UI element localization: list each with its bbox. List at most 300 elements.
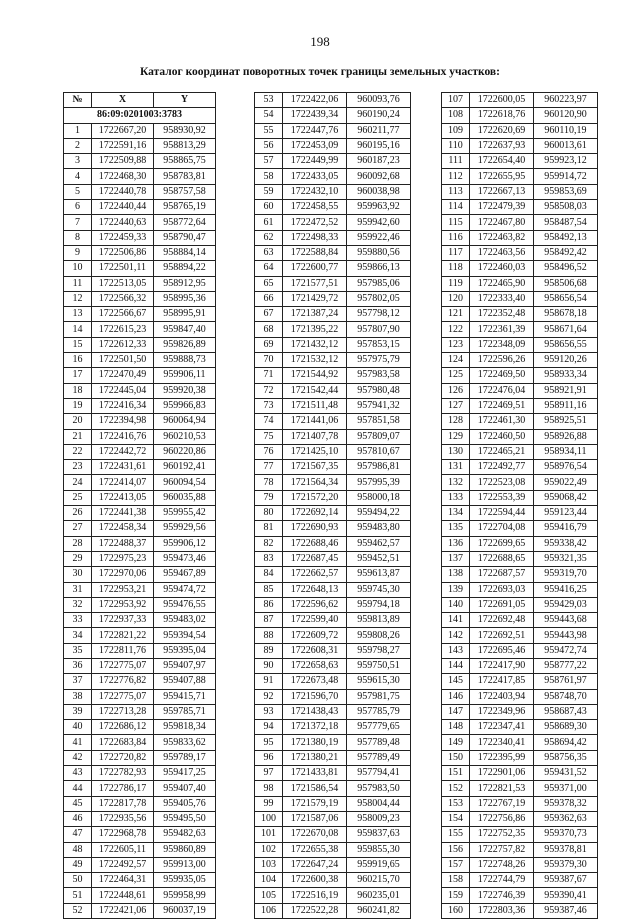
- coord-y: 957809,07: [347, 429, 411, 444]
- point-number: 96: [255, 750, 283, 765]
- point-number: 82: [255, 536, 283, 551]
- coord-x: 1722612,33: [92, 337, 154, 352]
- point-number: 3: [64, 154, 92, 169]
- table-row: [255, 796, 411, 811]
- coord-y: 959942,60: [347, 215, 411, 230]
- table-row: [64, 628, 216, 643]
- table-row: [64, 613, 216, 628]
- point-number: 53: [255, 93, 283, 108]
- table-row: [255, 766, 411, 781]
- point-number: 50: [64, 873, 92, 888]
- table-row: [64, 551, 216, 566]
- point-number: 41: [64, 735, 92, 750]
- point-number: 133: [442, 490, 470, 505]
- coord-y: 959431,52: [534, 766, 598, 781]
- coord-y: 957980,48: [347, 383, 411, 398]
- coord-x: 1722469,51: [470, 398, 534, 413]
- point-number: 63: [255, 245, 283, 260]
- coord-x: 1722488,37: [92, 536, 154, 551]
- table-row: [255, 781, 411, 796]
- point-number: 14: [64, 322, 92, 337]
- header-number: №: [64, 93, 92, 108]
- point-number: 124: [442, 353, 470, 368]
- table-row: [64, 460, 216, 475]
- coord-x: 1722421,06: [92, 903, 154, 918]
- table-row: [255, 658, 411, 673]
- point-number: 147: [442, 704, 470, 719]
- coord-y: 958492,42: [534, 245, 598, 260]
- point-number: 139: [442, 582, 470, 597]
- coord-y: 957807,90: [347, 322, 411, 337]
- coord-x: 1722553,39: [470, 490, 534, 505]
- point-number: 153: [442, 796, 470, 811]
- table-row: [442, 184, 598, 199]
- point-number: 71: [255, 368, 283, 383]
- table-row: [442, 704, 598, 719]
- point-number: 38: [64, 689, 92, 704]
- coord-x: 1722901,06: [470, 766, 534, 781]
- point-number: 127: [442, 398, 470, 413]
- coord-x: 1722748,26: [470, 857, 534, 872]
- coord-y: 959855,30: [347, 842, 411, 857]
- coord-x: 1721586,54: [283, 781, 347, 796]
- coord-x: 1722591,16: [92, 138, 154, 153]
- coord-y: 959417,25: [154, 766, 216, 781]
- coord-x: 1722470,49: [92, 368, 154, 383]
- point-number: 7: [64, 215, 92, 230]
- coord-y: 958884,14: [154, 245, 216, 260]
- table-row: [442, 291, 598, 306]
- table-row: [255, 475, 411, 490]
- table-row: [442, 796, 598, 811]
- point-number: 18: [64, 383, 92, 398]
- point-number: 135: [442, 521, 470, 536]
- table-row: [255, 720, 411, 735]
- coord-x: 1722688,65: [470, 551, 534, 566]
- point-number: 128: [442, 414, 470, 429]
- coord-x: 1722786,17: [92, 781, 154, 796]
- coord-y: 958911,16: [534, 398, 598, 413]
- coord-y: 959789,17: [154, 750, 216, 765]
- coord-y: 960093,76: [347, 93, 411, 108]
- coord-y: 959483,02: [154, 613, 216, 628]
- table-row: [442, 597, 598, 612]
- coord-y: 960092,68: [347, 169, 411, 184]
- point-number: 80: [255, 506, 283, 521]
- table-row: [442, 735, 598, 750]
- point-number: 70: [255, 353, 283, 368]
- table-row: [64, 490, 216, 505]
- coord-y: 958506,68: [534, 276, 598, 291]
- table-row: [442, 276, 598, 291]
- coord-x: 1722605,11: [92, 842, 154, 857]
- point-number: 86: [255, 597, 283, 612]
- coord-x: 1722513,05: [92, 276, 154, 291]
- coord-y: 957941,32: [347, 398, 411, 413]
- coord-x: 1722609,72: [283, 628, 347, 643]
- table-row: [64, 781, 216, 796]
- table-row: [255, 184, 411, 199]
- coord-y: 958930,92: [154, 123, 216, 138]
- point-number: 146: [442, 689, 470, 704]
- coord-x: 1722422,06: [283, 93, 347, 108]
- coord-y: 958508,03: [534, 200, 598, 215]
- coord-x: 1722347,41: [470, 720, 534, 735]
- table-row: [255, 873, 411, 888]
- coord-x: 1722440,63: [92, 215, 154, 230]
- coord-y: 959022,49: [534, 475, 598, 490]
- table-row: [255, 261, 411, 276]
- point-number: 58: [255, 169, 283, 184]
- coord-x: 1722692,51: [470, 628, 534, 643]
- coord-y: 960064,94: [154, 414, 216, 429]
- table-row: [64, 398, 216, 413]
- table-row: [64, 307, 216, 322]
- coord-x: 1722413,05: [92, 490, 154, 505]
- coord-x: 1721567,35: [283, 460, 347, 475]
- coord-x: 1721511,48: [283, 398, 347, 413]
- table-row: [64, 536, 216, 551]
- coord-x: 1722744,79: [470, 873, 534, 888]
- table-row: [255, 827, 411, 842]
- table-row: [255, 888, 411, 903]
- table-row: [442, 215, 598, 230]
- point-number: 104: [255, 873, 283, 888]
- point-number: 16: [64, 353, 92, 368]
- point-number: 11: [64, 276, 92, 291]
- table-row: [255, 123, 411, 138]
- point-number: 8: [64, 230, 92, 245]
- point-number: 57: [255, 154, 283, 169]
- coord-y: 959494,22: [347, 506, 411, 521]
- coord-y: 959866,13: [347, 261, 411, 276]
- coord-x: 1722417,90: [470, 658, 534, 673]
- coord-y: 959813,89: [347, 613, 411, 628]
- table-row: [442, 108, 598, 123]
- table-row: [64, 674, 216, 689]
- coord-y: 959958,99: [154, 888, 216, 903]
- point-number: 94: [255, 720, 283, 735]
- coord-y: 960223,97: [534, 93, 598, 108]
- table-row: [64, 429, 216, 444]
- coord-y: 959837,63: [347, 827, 411, 842]
- point-number: 123: [442, 337, 470, 352]
- table-row: [64, 811, 216, 826]
- coord-y: 959429,03: [534, 597, 598, 612]
- table-row: [255, 414, 411, 429]
- coord-y: 957794,41: [347, 766, 411, 781]
- table-row: [255, 460, 411, 475]
- table-row: [64, 842, 216, 857]
- coord-y: 958756,35: [534, 750, 598, 765]
- point-number: 158: [442, 873, 470, 888]
- point-number: 46: [64, 811, 92, 826]
- coord-y: 957810,67: [347, 444, 411, 459]
- coord-x: 1721579,19: [283, 796, 347, 811]
- coord-x: 1722667,20: [92, 123, 154, 138]
- coord-y: 957983,50: [347, 781, 411, 796]
- coord-y: 959472,74: [534, 643, 598, 658]
- table-row: [255, 108, 411, 123]
- coord-y: 957779,65: [347, 720, 411, 735]
- table-row: [442, 781, 598, 796]
- coord-x: 1722821,53: [470, 781, 534, 796]
- point-number: 140: [442, 597, 470, 612]
- table-row: [64, 704, 216, 719]
- table-row: [255, 307, 411, 322]
- coord-y: 959929,56: [154, 521, 216, 536]
- coord-x: 1722596,26: [470, 353, 534, 368]
- table-row: [64, 215, 216, 230]
- point-number: 108: [442, 108, 470, 123]
- coord-y: 959906,12: [154, 536, 216, 551]
- coord-y: 960241,82: [347, 903, 411, 918]
- coord-y: 959785,71: [154, 704, 216, 719]
- table-row: [255, 689, 411, 704]
- point-number: 116: [442, 230, 470, 245]
- point-number: 89: [255, 643, 283, 658]
- coord-x: 1722776,82: [92, 674, 154, 689]
- table-row: [64, 750, 216, 765]
- coord-y: 958925,51: [534, 414, 598, 429]
- table-row: [255, 138, 411, 153]
- table-row: [255, 429, 411, 444]
- coord-y: 958995,36: [154, 291, 216, 306]
- table-row: [442, 460, 598, 475]
- point-number: 97: [255, 766, 283, 781]
- coord-x: 1721432,12: [283, 337, 347, 352]
- coord-x: 1722658,63: [283, 658, 347, 673]
- coord-x: 1721577,51: [283, 276, 347, 291]
- table-row: [442, 200, 598, 215]
- parcel-row: [64, 108, 216, 123]
- coord-x: 1722608,31: [283, 643, 347, 658]
- point-number: 6: [64, 200, 92, 215]
- point-number: 93: [255, 704, 283, 719]
- table-row: [64, 184, 216, 199]
- coord-x: 1722757,82: [470, 842, 534, 857]
- coord-x: 1721596,70: [283, 689, 347, 704]
- coord-y: 959963,92: [347, 200, 411, 215]
- coord-x: 1722654,40: [470, 154, 534, 169]
- point-number: 151: [442, 766, 470, 781]
- point-number: 95: [255, 735, 283, 750]
- coord-x: 1722618,76: [470, 108, 534, 123]
- point-number: 31: [64, 582, 92, 597]
- point-number: 1: [64, 123, 92, 138]
- coord-y: 960192,41: [154, 460, 216, 475]
- point-number: 28: [64, 536, 92, 551]
- point-number: 85: [255, 582, 283, 597]
- coord-x: 1721532,12: [283, 353, 347, 368]
- coord-y: 959462,57: [347, 536, 411, 551]
- table-row: [255, 628, 411, 643]
- point-number: 160: [442, 903, 470, 918]
- table-row: [64, 888, 216, 903]
- coord-y: 958492,13: [534, 230, 598, 245]
- table-row: [442, 337, 598, 352]
- table-row: [255, 291, 411, 306]
- coord-y: 958765,19: [154, 200, 216, 215]
- coord-x: 1722648,13: [283, 582, 347, 597]
- coord-x: 1722416,76: [92, 429, 154, 444]
- point-number: 102: [255, 842, 283, 857]
- table-row: [64, 475, 216, 490]
- point-number: 32: [64, 597, 92, 612]
- point-number: 10: [64, 261, 92, 276]
- table-row: [255, 169, 411, 184]
- point-number: 130: [442, 444, 470, 459]
- coord-x: 1722713,28: [92, 704, 154, 719]
- coord-x: 1722458,55: [283, 200, 347, 215]
- coord-y: 959416,25: [534, 582, 598, 597]
- coord-x: 1722746,39: [470, 888, 534, 903]
- coord-x: 1722431,61: [92, 460, 154, 475]
- point-number: 22: [64, 444, 92, 459]
- point-number: 118: [442, 261, 470, 276]
- coord-y: 960195,16: [347, 138, 411, 153]
- point-number: 45: [64, 796, 92, 811]
- coord-x: 1722803,36: [470, 903, 534, 918]
- point-number: 91: [255, 674, 283, 689]
- point-number: 100: [255, 811, 283, 826]
- point-number: 117: [442, 245, 470, 260]
- table-row: [255, 704, 411, 719]
- point-number: 136: [442, 536, 470, 551]
- point-number: 26: [64, 506, 92, 521]
- coord-x: 1722647,24: [283, 857, 347, 872]
- point-number: 36: [64, 658, 92, 673]
- table-row: [442, 536, 598, 551]
- coord-y: 959826,89: [154, 337, 216, 352]
- coord-x: 1721587,06: [283, 811, 347, 826]
- coord-x: 1722448,61: [92, 888, 154, 903]
- coord-x: 1721542,44: [283, 383, 347, 398]
- point-number: 29: [64, 551, 92, 566]
- table-row: [64, 291, 216, 306]
- point-number: 150: [442, 750, 470, 765]
- point-number: 98: [255, 781, 283, 796]
- point-number: 2: [64, 138, 92, 153]
- coord-x: 1722683,84: [92, 735, 154, 750]
- coord-y: 959407,88: [154, 674, 216, 689]
- coord-x: 1721544,92: [283, 368, 347, 383]
- coord-y: 958496,52: [534, 261, 598, 276]
- coord-y: 958004,44: [347, 796, 411, 811]
- point-number: 159: [442, 888, 470, 903]
- point-number: 12: [64, 291, 92, 306]
- point-number: 132: [442, 475, 470, 490]
- coord-x: 1721395,22: [283, 322, 347, 337]
- point-number: 114: [442, 200, 470, 215]
- table-row: [255, 490, 411, 505]
- table-row: [442, 353, 598, 368]
- table-row: [64, 245, 216, 260]
- table-row: [255, 811, 411, 826]
- table-row: [442, 398, 598, 413]
- coord-y: 959853,69: [534, 184, 598, 199]
- coord-x: 1722479,39: [470, 200, 534, 215]
- coord-y: 957853,15: [347, 337, 411, 352]
- coord-y: 959443,98: [534, 628, 598, 643]
- table-row: [64, 230, 216, 245]
- coord-y: 959794,18: [347, 597, 411, 612]
- coord-x: 1722395,99: [470, 750, 534, 765]
- coord-x: 1722465,90: [470, 276, 534, 291]
- coord-y: 960035,88: [154, 490, 216, 505]
- table-row: [442, 766, 598, 781]
- table-row: [64, 322, 216, 337]
- coord-y: 959443,68: [534, 613, 598, 628]
- point-number: 105: [255, 888, 283, 903]
- table-row: [255, 551, 411, 566]
- point-number: 154: [442, 811, 470, 826]
- table-row: [442, 873, 598, 888]
- point-number: 30: [64, 567, 92, 582]
- table-row: [64, 444, 216, 459]
- coord-x: 1721572,20: [283, 490, 347, 505]
- table-row: [64, 643, 216, 658]
- point-number: 47: [64, 827, 92, 842]
- table-row: [255, 735, 411, 750]
- point-number: 40: [64, 720, 92, 735]
- table-row: [255, 215, 411, 230]
- table-row: [442, 383, 598, 398]
- coord-x: 1722433,05: [283, 169, 347, 184]
- table-row: [64, 200, 216, 215]
- point-number: 88: [255, 628, 283, 643]
- coord-x: 1722441,38: [92, 506, 154, 521]
- coord-x: 1722667,13: [470, 184, 534, 199]
- point-number: 141: [442, 613, 470, 628]
- table-row: [442, 444, 598, 459]
- coord-x: 1722704,08: [470, 521, 534, 536]
- point-number: 121: [442, 307, 470, 322]
- point-number: 113: [442, 184, 470, 199]
- coord-x: 1722673,48: [283, 674, 347, 689]
- point-number: 157: [442, 857, 470, 872]
- coord-x: 1722461,30: [470, 414, 534, 429]
- coord-x: 1722937,33: [92, 613, 154, 628]
- coord-x: 1722440,44: [92, 200, 154, 215]
- point-number: 69: [255, 337, 283, 352]
- coord-y: 959914,72: [534, 169, 598, 184]
- coord-x: 1722655,95: [470, 169, 534, 184]
- table-row: [255, 582, 411, 597]
- point-number: 15: [64, 337, 92, 352]
- table-row: [442, 842, 598, 857]
- coord-x: 1722970,06: [92, 567, 154, 582]
- coord-x: 1722566,67: [92, 307, 154, 322]
- coord-x: 1722687,45: [283, 551, 347, 566]
- table-row: [64, 720, 216, 735]
- coord-y: 959808,26: [347, 628, 411, 643]
- table-row: [442, 368, 598, 383]
- coord-y: 958671,64: [534, 322, 598, 337]
- coord-y: 959920,38: [154, 383, 216, 398]
- coord-y: 958921,91: [534, 383, 598, 398]
- coord-y: 959919,65: [347, 857, 411, 872]
- coord-x: 1722501,50: [92, 353, 154, 368]
- point-number: 42: [64, 750, 92, 765]
- coord-y: 959395,04: [154, 643, 216, 658]
- table-row: [64, 521, 216, 536]
- table-row: [255, 567, 411, 582]
- point-number: 134: [442, 506, 470, 521]
- table-row: [442, 857, 598, 872]
- coordinates-table-3: [441, 92, 598, 919]
- table-row: [442, 93, 598, 108]
